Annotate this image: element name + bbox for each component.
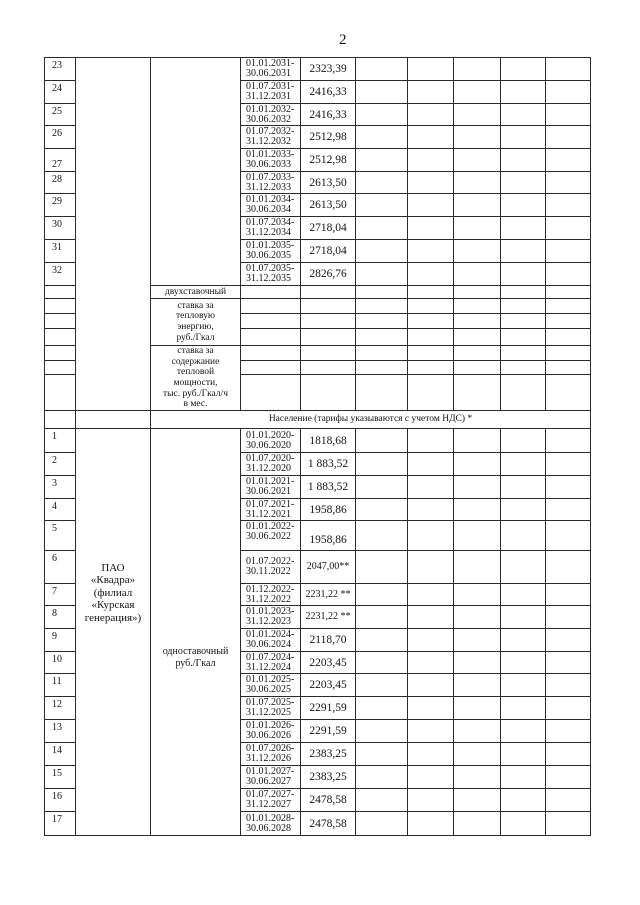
empty-cell: [356, 697, 408, 720]
row-number: 24: [45, 81, 76, 104]
empty-cell: [45, 411, 76, 429]
empty-cell: [454, 720, 501, 743]
empty-cell: [546, 629, 591, 652]
empty-cell: [408, 429, 454, 453]
capacity-rate-label: ставка за содержание тепловой мощности, тыс. руб./Гкал/ч в мес.: [151, 346, 241, 411]
empty-cell: [546, 172, 591, 194]
empty-cell: [546, 263, 591, 286]
empty-cell: [501, 789, 546, 812]
empty-cell: [546, 766, 591, 789]
empty-cell: [356, 584, 408, 606]
empty-cell: [546, 81, 591, 104]
empty-cell: [501, 286, 546, 299]
empty-cell: [501, 104, 546, 126]
empty-cell: [454, 606, 501, 629]
empty-cell: [301, 329, 356, 346]
empty-cell: [408, 194, 454, 217]
empty-cell: [408, 652, 454, 674]
empty-cell: [501, 766, 546, 789]
empty-cell: [301, 375, 356, 411]
empty-cell: [454, 584, 501, 606]
tariff-value-cell: 2826,76: [301, 263, 356, 286]
organization-name: ПАО «Квадра» (филиал «Курская генерация»): [76, 429, 151, 836]
empty-cell: [408, 766, 454, 789]
empty-cell: [356, 766, 408, 789]
empty-cell: [356, 172, 408, 194]
empty-cell: [546, 286, 591, 299]
empty-cell: [501, 172, 546, 194]
empty-cell: [546, 476, 591, 499]
empty-cell: [501, 551, 546, 584]
row-number: 14: [45, 743, 76, 766]
period-cell: 01.07.2020- 31.12.2020: [241, 453, 301, 476]
row-number: 4: [45, 499, 76, 521]
empty-cell: [501, 606, 546, 629]
tariff-value-cell: 2613,50: [301, 172, 356, 194]
empty-cell: [546, 429, 591, 453]
period-cell: 01.07.2024- 31.12.2024: [241, 652, 301, 674]
empty-cell: [546, 606, 591, 629]
population-section-header: Население (тарифы указываются с учетом НДС) *: [151, 411, 591, 429]
row-number: 17: [45, 812, 76, 836]
tariff-value-cell: 2323,39: [301, 58, 356, 81]
empty-cell: [454, 81, 501, 104]
empty-cell: [454, 766, 501, 789]
period-cell: 01.01.2027- 30.06.2027: [241, 766, 301, 789]
row-number: 10: [45, 652, 76, 674]
empty-cell: [301, 314, 356, 329]
empty-cell: [408, 263, 454, 286]
row-number: 3: [45, 476, 76, 499]
period-cell: 01.07.2034- 31.12.2034: [241, 217, 301, 240]
row-number: 5: [45, 521, 76, 551]
empty-cell: [454, 429, 501, 453]
tariff-value-cell: 2512,98: [301, 149, 356, 172]
empty-cell: [501, 521, 546, 551]
empty-cell: [546, 346, 591, 361]
row-number: 16: [45, 789, 76, 812]
tariff-value-cell: 2416,33: [301, 104, 356, 126]
empty-cell: [454, 375, 501, 411]
empty-cell: [501, 149, 546, 172]
empty-cell: [546, 720, 591, 743]
empty-cell: [408, 551, 454, 584]
row-number: 15: [45, 766, 76, 789]
empty-cell: [546, 697, 591, 720]
empty-cell: [454, 104, 501, 126]
period-cell: 01.07.2025- 31.12.2025: [241, 697, 301, 720]
empty-cell: [408, 789, 454, 812]
empty-cell: [454, 361, 501, 375]
empty-cell: [408, 58, 454, 81]
period-cell: 01.01.2031- 30.06.2031: [241, 58, 301, 81]
empty-cell: [546, 194, 591, 217]
empty-cell: [45, 375, 76, 411]
empty-cell: [501, 329, 546, 346]
empty-cell: [356, 240, 408, 263]
empty-cell: [454, 812, 501, 836]
empty-cell: [356, 194, 408, 217]
row-number: 2: [45, 453, 76, 476]
empty-cell: [356, 476, 408, 499]
tariff-value-cell: 1 883,52: [301, 476, 356, 499]
empty-cell: [45, 314, 76, 329]
empty-cell: [454, 789, 501, 812]
empty-cell: [501, 697, 546, 720]
empty-cell: [356, 314, 408, 329]
empty-cell: [546, 149, 591, 172]
empty-cell: [501, 429, 546, 453]
empty-cell: [501, 126, 546, 149]
row-number: 13: [45, 720, 76, 743]
empty-cell: [501, 194, 546, 217]
row-number: 30: [45, 217, 76, 240]
empty-cell: [356, 499, 408, 521]
row-number: 7: [45, 584, 76, 606]
row-number: 29: [45, 194, 76, 217]
empty-cell: [546, 674, 591, 697]
empty-cell: [408, 149, 454, 172]
empty-cell: [408, 812, 454, 836]
period-cell: 01.01.2023- 31.12.2023: [241, 606, 301, 629]
tariff-value-cell: 1958,86: [301, 521, 356, 551]
row-number: 27: [45, 149, 76, 172]
empty-cell: [301, 361, 356, 375]
empty-cell: [356, 263, 408, 286]
table-row: [45, 429, 591, 453]
period-cell: 01.01.2034- 30.06.2034: [241, 194, 301, 217]
tariff-value-cell: 2291,59: [301, 697, 356, 720]
empty-cell: [454, 149, 501, 172]
empty-cell: [301, 346, 356, 361]
empty-cell: [356, 521, 408, 551]
empty-cell: [45, 286, 76, 299]
empty-cell: [408, 606, 454, 629]
empty-cell: [546, 314, 591, 329]
row-number: 32: [45, 263, 76, 286]
tariff-value-cell: 2478,58: [301, 812, 356, 836]
tariff-value-cell: 2203,45: [301, 674, 356, 697]
empty-cell: [241, 375, 301, 411]
period-cell: 01.01.2026- 30.06.2026: [241, 720, 301, 743]
empty-cell: [454, 126, 501, 149]
row-number: 25: [45, 104, 76, 126]
empty-cell: [546, 453, 591, 476]
empty-cell: [356, 652, 408, 674]
empty-cell: [76, 411, 151, 429]
empty-cell: [454, 329, 501, 346]
empty-cell: [241, 346, 301, 361]
empty-cell: [546, 58, 591, 81]
empty-cell: [546, 551, 591, 584]
empty-cell: [501, 499, 546, 521]
page-number: 2: [339, 32, 347, 48]
period-cell: 01.01.2032- 30.06.2032: [241, 104, 301, 126]
empty-cell: [408, 584, 454, 606]
empty-cell: [501, 743, 546, 766]
empty-cell: [501, 629, 546, 652]
empty-cell: [546, 217, 591, 240]
empty-cell: [454, 652, 501, 674]
row-number: 23: [45, 58, 76, 81]
empty-cell: [356, 606, 408, 629]
empty-cell: [501, 217, 546, 240]
row-number: 9: [45, 629, 76, 652]
empty-cell: [356, 81, 408, 104]
empty-cell: [546, 299, 591, 314]
period-cell: 01.01.2025- 30.06.2025: [241, 674, 301, 697]
empty-cell: [501, 299, 546, 314]
empty-cell: [501, 720, 546, 743]
tariff-value-cell: 2203,45: [301, 652, 356, 674]
empty-cell: [356, 551, 408, 584]
empty-cell: [408, 299, 454, 314]
tariff-value-cell: 2718,04: [301, 240, 356, 263]
period-cell: 01.07.2032- 31.12.2032: [241, 126, 301, 149]
empty-cell: [546, 104, 591, 126]
empty-cell: [454, 286, 501, 299]
empty-cell: [356, 329, 408, 346]
tariff-value-cell: 2231,22 **: [301, 584, 356, 606]
tariff-value-cell: 2416,33: [301, 81, 356, 104]
empty-cell: [546, 499, 591, 521]
empty-cell: [45, 329, 76, 346]
empty-cell: [241, 314, 301, 329]
empty-cell: [454, 58, 501, 81]
empty-cell: [454, 263, 501, 286]
empty-cell: [408, 81, 454, 104]
empty-cell: [546, 652, 591, 674]
empty-cell: [454, 314, 501, 329]
tariff-value-cell: 2613,50: [301, 194, 356, 217]
row-number: 26: [45, 126, 76, 149]
empty-cell: [356, 286, 408, 299]
period-cell: 01.07.2033- 31.12.2033: [241, 172, 301, 194]
empty-cell: [501, 812, 546, 836]
empty-cell: [408, 240, 454, 263]
empty-cell: [546, 329, 591, 346]
empty-cell: [454, 499, 501, 521]
tariff-value-cell: 2047,00**: [301, 551, 356, 584]
empty-cell: [454, 521, 501, 551]
tariff-value-cell: 2291,59: [301, 720, 356, 743]
organization-cell: [76, 58, 151, 411]
empty-cell: [408, 375, 454, 411]
empty-cell: [501, 81, 546, 104]
empty-cell: [408, 314, 454, 329]
empty-cell: [454, 476, 501, 499]
tariff-value-cell: 1 883,52: [301, 453, 356, 476]
empty-cell: [356, 429, 408, 453]
empty-cell: [408, 104, 454, 126]
empty-cell: [408, 286, 454, 299]
empty-cell: [356, 361, 408, 375]
empty-cell: [356, 674, 408, 697]
empty-cell: [356, 58, 408, 81]
period-cell: 01.01.2033- 30.06.2033: [241, 149, 301, 172]
period-cell: 01.07.2035- 31.12.2035: [241, 263, 301, 286]
empty-cell: [546, 361, 591, 375]
tariff-value-cell: 2383,25: [301, 766, 356, 789]
row-number: 11: [45, 674, 76, 697]
empty-cell: [408, 361, 454, 375]
heat-energy-rate-label: ставка за тепловую энергию, руб./Гкал: [151, 299, 241, 346]
period-cell: 01.01.2021- 30.06.2021: [241, 476, 301, 499]
empty-cell: [241, 286, 301, 299]
empty-cell: [356, 126, 408, 149]
row-number: 12: [45, 697, 76, 720]
empty-cell: [356, 217, 408, 240]
period-cell: 01.01.2022- 30.06.2022: [241, 521, 301, 551]
empty-cell: [501, 584, 546, 606]
tariff-type-label: одноставочный руб./Гкал: [151, 429, 241, 836]
empty-cell: [408, 629, 454, 652]
empty-cell: [546, 375, 591, 411]
empty-cell: [356, 812, 408, 836]
empty-cell: [356, 629, 408, 652]
period-cell: 01.01.2035- 30.06.2035: [241, 240, 301, 263]
empty-cell: [408, 674, 454, 697]
empty-cell: [546, 126, 591, 149]
two-part-tariff-label: двухставочный: [151, 286, 241, 299]
period-cell: 01.12.2022- 31.12.2022: [241, 584, 301, 606]
empty-cell: [454, 674, 501, 697]
tariff-value-cell: 2118,70: [301, 629, 356, 652]
empty-cell: [546, 743, 591, 766]
empty-cell: [408, 521, 454, 551]
empty-cell: [454, 697, 501, 720]
empty-cell: [408, 743, 454, 766]
empty-cell: [501, 453, 546, 476]
empty-cell: [356, 104, 408, 126]
empty-cell: [356, 346, 408, 361]
empty-cell: [241, 329, 301, 346]
row-number: 8: [45, 606, 76, 629]
empty-cell: [241, 299, 301, 314]
empty-cell: [546, 584, 591, 606]
section-header-row: [45, 411, 591, 429]
empty-cell: [408, 126, 454, 149]
tariff-table: [44, 57, 591, 836]
period-cell: 01.07.2022- 30.11.2022: [241, 551, 301, 584]
period-cell: 01.01.2020- 30.06.2020: [241, 429, 301, 453]
row-number: 6: [45, 551, 76, 584]
row-number: 1: [45, 429, 76, 453]
empty-cell: [501, 375, 546, 411]
empty-cell: [454, 194, 501, 217]
empty-cell: [454, 551, 501, 584]
empty-cell: [454, 172, 501, 194]
empty-cell: [241, 361, 301, 375]
empty-cell: [408, 329, 454, 346]
empty-cell: [356, 453, 408, 476]
empty-cell: [501, 476, 546, 499]
tariff-value-cell: 1958,86: [301, 499, 356, 521]
empty-cell: [408, 476, 454, 499]
empty-cell: [546, 240, 591, 263]
empty-cell: [45, 361, 76, 375]
empty-cell: [408, 499, 454, 521]
empty-cell: [356, 720, 408, 743]
empty-cell: [356, 299, 408, 314]
tariff-value-cell: 2512,98: [301, 126, 356, 149]
tariff-value-cell: 1818,68: [301, 429, 356, 453]
period-cell: 01.01.2028- 30.06.2028: [241, 812, 301, 836]
empty-cell: [546, 521, 591, 551]
empty-cell: [501, 240, 546, 263]
period-cell: 01.07.2021- 31.12.2021: [241, 499, 301, 521]
empty-cell: [501, 314, 546, 329]
tariff-value-cell: 2478,58: [301, 789, 356, 812]
empty-cell: [454, 299, 501, 314]
empty-cell: [501, 346, 546, 361]
empty-cell: [546, 812, 591, 836]
empty-cell: [546, 789, 591, 812]
period-cell: 01.07.2031- 31.12.2031: [241, 81, 301, 104]
empty-cell: [501, 58, 546, 81]
empty-cell: [45, 346, 76, 361]
empty-cell: [408, 453, 454, 476]
period-cell: 01.07.2027- 31.12.2027: [241, 789, 301, 812]
period-cell: 01.07.2026- 31.12.2026: [241, 743, 301, 766]
empty-cell: [454, 629, 501, 652]
empty-cell: [454, 743, 501, 766]
period-cell: 01.01.2024- 30.06.2024: [241, 629, 301, 652]
tariff-value-cell: 2231,22 **: [301, 606, 356, 629]
row-number: 31: [45, 240, 76, 263]
empty-cell: [45, 299, 76, 314]
empty-cell: [408, 217, 454, 240]
empty-cell: [408, 346, 454, 361]
tariff-value-cell: 2383,25: [301, 743, 356, 766]
empty-cell: [301, 299, 356, 314]
empty-cell: [408, 172, 454, 194]
tariff-value-cell: 2718,04: [301, 217, 356, 240]
empty-cell: [454, 346, 501, 361]
tariff-type-cell: [151, 58, 241, 286]
empty-cell: [454, 453, 501, 476]
empty-cell: [501, 263, 546, 286]
empty-cell: [301, 286, 356, 299]
empty-cell: [501, 674, 546, 697]
empty-cell: [356, 375, 408, 411]
empty-cell: [501, 652, 546, 674]
empty-cell: [356, 789, 408, 812]
row-number: 28: [45, 172, 76, 194]
empty-cell: [454, 217, 501, 240]
empty-cell: [501, 361, 546, 375]
empty-cell: [408, 720, 454, 743]
empty-cell: [356, 743, 408, 766]
empty-cell: [454, 240, 501, 263]
empty-cell: [356, 149, 408, 172]
empty-cell: [408, 697, 454, 720]
table-row: [45, 58, 591, 81]
